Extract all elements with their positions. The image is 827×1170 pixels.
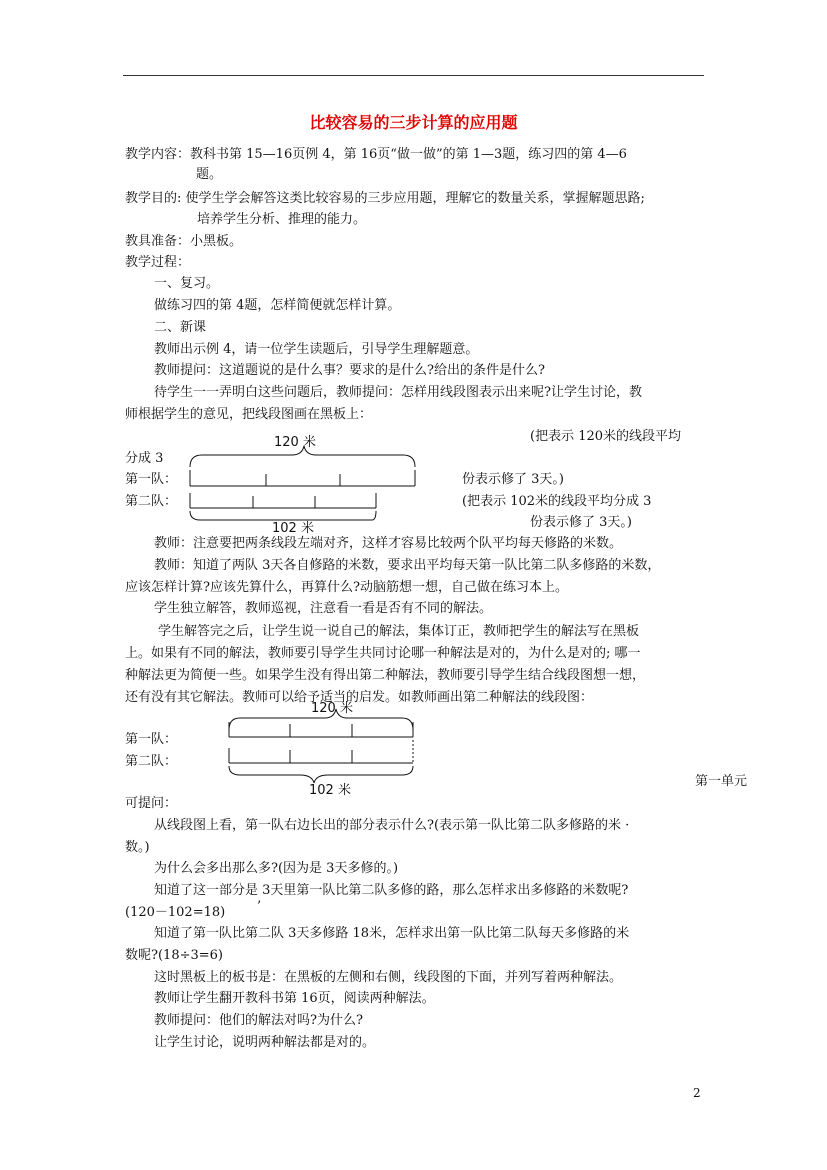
row-label-team2: 第二队： — [125, 494, 178, 509]
text-line: 应该怎样计算?应该先算什么，再算什么?动脑筋想一想，自己做在练习本上。 — [125, 580, 568, 595]
text-line: 数。) — [125, 840, 150, 855]
text-line: 为什么会多出那么多?(因为是 3天多修的。) — [154, 861, 399, 876]
text-line: 教师提问：他们的解法对吗?为什么? — [154, 1013, 363, 1028]
bottom-length-label: 102 米 — [309, 783, 351, 798]
text-line: 培养学生分析、推理的能力。 — [197, 212, 367, 227]
text-line: 份表示修了 3天。) — [462, 472, 564, 487]
text-line: 教师提问：这道题说的是什么事？要求的是什么?给出的条件是什么? — [154, 363, 545, 378]
text-line: 做练习四的第 4题，怎样简便就怎样计算。 — [154, 298, 401, 313]
header-rule — [123, 75, 704, 76]
text-line: 种解法更为简便一些。如果学生没有得出第二种解法，教师要引导学生结合线段图想一想， — [125, 668, 646, 683]
text-line: 二、新课 — [154, 320, 207, 335]
text-line: 教师：知道了两队 3天各自修路的米数，要求出平均每天第一队比第二队多修路的米数， — [154, 558, 661, 573]
text-line: 待学生一一弄明白这些问题后，教师提问：怎样用线段图表示出来呢?让学生讨论，教 — [154, 385, 642, 400]
row-label-team2: 第二队： — [125, 754, 178, 769]
text-line: 数呢?(18÷3=6) — [125, 948, 223, 963]
text-line: 这时黑板上的板书是：在黑板的左侧和右侧，线段图的下面，并列写着两种解法。 — [154, 970, 623, 985]
page-title: 比较容易的三步计算的应用题 — [309, 113, 518, 132]
text-line: 教学过程： — [125, 255, 191, 270]
row-label-team1: 第一队： — [125, 732, 178, 747]
text-line: 教师：注意要把两条线段左端对齐，这样才容易比较两个队平均每天修路的米数。 — [154, 536, 623, 551]
text-line: 题。 — [196, 167, 223, 182]
text-line: (把表示 102米的线段平均分成 3 — [462, 494, 652, 509]
text-line: 教师出示例 4，请一位学生读题后，引导学生理解题意。 — [154, 342, 479, 357]
text-line: 教学内容：教科书第 15—16页例 4，第 16页“做一做”的第 1—3题，练习四的第 4—6 — [125, 147, 627, 162]
text-line: 学生独立解答，教师巡视，注意看一看是否有不同的解法。 — [154, 601, 493, 616]
text-line: 从线段图上看，第一队右边长出的部分表示什么?(表示第一队比第二队多修路的米 · — [154, 818, 630, 833]
text-line: (120－102=18) — [125, 905, 226, 920]
top-brace — [190, 446, 415, 467]
stray-mark: ’ — [257, 899, 262, 914]
text-line: 让学生讨论，说明两种解法都是对的。 — [154, 1035, 376, 1050]
text-line: 教学目的: 使学生学会解答这类比较容易的三步应用题，理解它的数量关系，掌握解题思路; — [125, 191, 645, 206]
text-line: 知道了第一队比第二队 3天多修路 18米，怎样求出第一队比第二队每天多修路的米 — [154, 926, 630, 941]
text-line: 一、复习。 — [154, 276, 220, 291]
text-line: 分成 3 — [125, 451, 164, 466]
text-line: (把表示 120米的线段平均 — [530, 429, 682, 444]
text-line: 上。如果有不同的解法，教师要引导学生共同讨论哪一种解法是对的，为什么是对的; 哪一 — [125, 646, 641, 661]
text-line: 教具准备：小黑板。 — [125, 234, 243, 249]
unit-label: 第一单元 — [695, 774, 748, 789]
bottom-length-label: 102 米 — [272, 521, 314, 536]
text-line: 可提问： — [125, 796, 178, 811]
bottom-brace — [190, 511, 376, 520]
text-line: 师根据学生的意见，把线段图画在黑板上： — [125, 407, 373, 422]
bottom-brace — [229, 766, 413, 783]
text-line: 份表示修了 3天。) — [530, 515, 632, 530]
top-length-label: 120 米 — [311, 701, 353, 716]
text-line: 教师让学生翻开教科书第 16页，阅读两种解法。 — [154, 991, 435, 1006]
top-brace — [229, 709, 413, 730]
text-line: 学生解答完之后，让学生说一说自己的解法，集体订正，教师把学生的解法写在黑板 — [158, 624, 640, 639]
text-line: 还有没有其它解法。教师可以给予适当的启发。如教师画出第二种解法的线段图： — [125, 690, 594, 705]
text-line: 知道了这一部分是 3天里第一队比第二队多修的路，那么怎样求出多修路的米数呢? — [154, 883, 629, 898]
row-label-team1: 第一队： — [125, 472, 178, 487]
top-length-label: 120 米 — [274, 435, 316, 450]
page-number: 2 — [693, 1086, 701, 1100]
